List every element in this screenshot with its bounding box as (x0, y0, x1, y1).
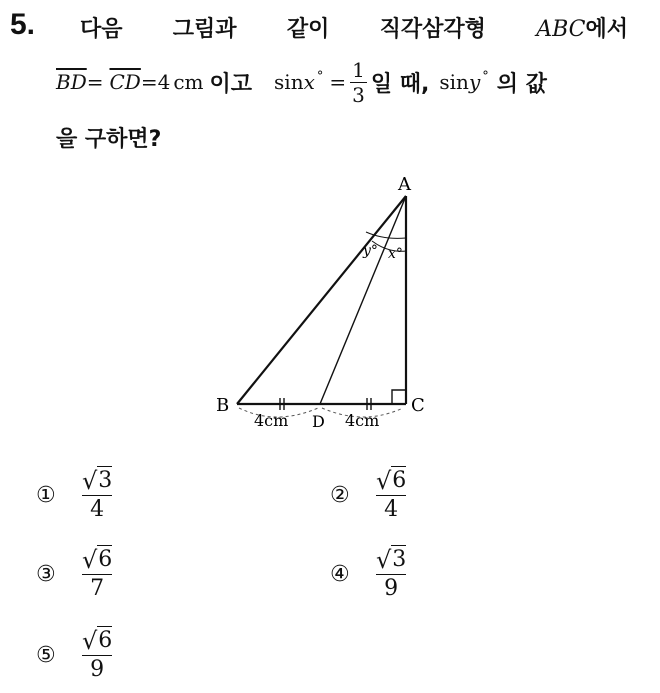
degree-x: ° (316, 68, 324, 84)
segment-bd: $\overline{BD}$ (56, 70, 87, 94)
choice-2-radicand: 6 (392, 468, 407, 493)
text-when: 일 때, (370, 71, 430, 97)
choice-4-mark: ④ (330, 561, 350, 587)
choice-3-radicand: 6 (98, 547, 113, 572)
word-4: 직각삼각형 (379, 17, 486, 42)
text-igo: 이고 (209, 71, 253, 97)
choice-4-denominator: 9 (376, 574, 406, 603)
choice-5-mark: ⑤ (36, 642, 56, 668)
choice-1-mark: ① (36, 482, 56, 508)
var-x: x (303, 70, 315, 94)
line1-tail: 에서 (585, 17, 628, 42)
text-ui-gap: 의 값 (496, 71, 547, 97)
side-ab (237, 196, 406, 404)
label-d: D (312, 412, 325, 431)
choice-3-fraction (76, 545, 118, 603)
equals-sign-3: = (329, 70, 347, 94)
choice-4-fraction (370, 545, 412, 603)
length-value: 4 (157, 70, 171, 94)
var-y: y (468, 70, 481, 94)
choice-4-radicand: 3 (392, 547, 407, 572)
equals-sign-1: = (86, 70, 104, 94)
label-y-angle: y° (363, 243, 378, 259)
label-x-angle: x° (388, 246, 403, 262)
length-unit: cm (173, 70, 204, 94)
word-1: 다음 (80, 17, 123, 42)
question-line-3: 을 구하면? (56, 127, 162, 152)
choice-4[interactable] (330, 545, 412, 603)
segment-cd: $\overline{CD}$ (109, 70, 141, 94)
choice-2[interactable] (330, 466, 412, 524)
segment-ad (320, 196, 406, 404)
choice-2-denominator: 4 (376, 495, 406, 524)
right-angle-mark (392, 390, 406, 404)
choice-5-fraction (76, 626, 118, 684)
choice-5-radicand: 6 (98, 628, 113, 653)
choice-3-mark: ③ (36, 561, 56, 587)
choice-1[interactable] (36, 466, 118, 524)
sqrt-icon: √ (82, 546, 98, 574)
fraction-numerator: 1 (352, 57, 365, 82)
choice-5-denominator: 9 (82, 655, 112, 684)
sin-x-func: sin (274, 70, 304, 94)
choice-1-denominator: 4 (82, 495, 112, 524)
degree-y: ° (482, 68, 489, 84)
choice-3[interactable] (36, 545, 118, 603)
sqrt-icon: √ (82, 627, 98, 655)
label-bd-length: 4cm (254, 411, 289, 430)
choice-1-fraction (76, 466, 118, 524)
word-2: 그림과 (172, 17, 237, 42)
triangle-name: ABC (536, 17, 586, 42)
word-3: 같이 (286, 17, 330, 42)
choice-2-fraction (370, 466, 412, 524)
sin-y-func: sin (439, 70, 469, 94)
choice-2-mark: ② (330, 482, 350, 508)
sqrt-icon: √ (376, 546, 392, 574)
label-dc-length: 4cm (345, 411, 380, 430)
choice-5[interactable] (36, 626, 118, 684)
choice-3-denominator: 7 (82, 574, 112, 603)
sqrt-icon: √ (82, 467, 98, 495)
question-number: 5. (10, 8, 36, 41)
label-b: B (216, 395, 230, 416)
label-c: C (411, 395, 425, 416)
fraction-denominator: 3 (352, 82, 365, 107)
choice-1-radicand: 3 (98, 468, 113, 493)
equals-sign-2: = (140, 70, 158, 94)
sqrt-icon: √ (376, 467, 392, 495)
label-a: A (398, 174, 411, 195)
